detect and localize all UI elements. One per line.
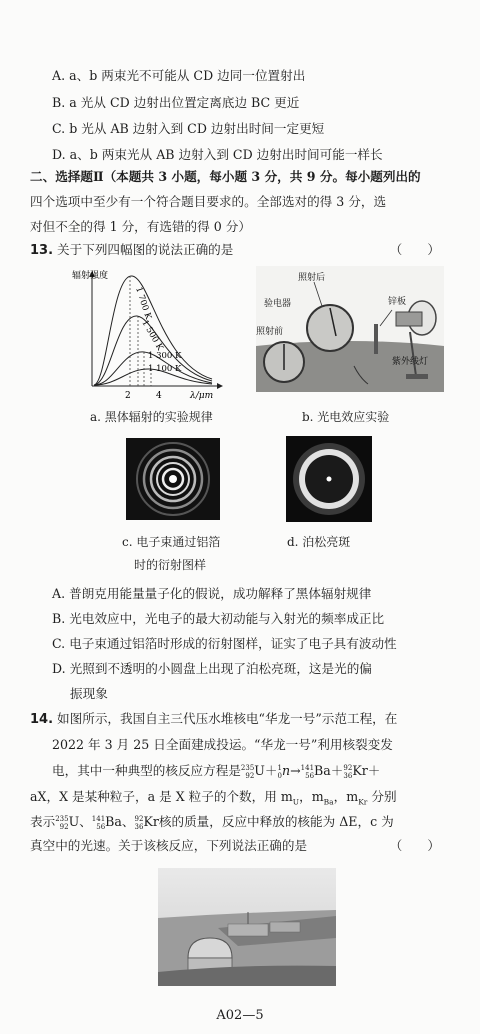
fig-c-caption-line1: c. 电子束通过铝箔 [122, 535, 221, 549]
label-uv-lamp: 紫外线灯 [392, 357, 429, 367]
fig-d-caption: d. 泊松亮斑 [287, 535, 351, 549]
q14-line1-text: 如图所示，我国自主三代压水堆核电“华龙一号”示范工程，在 [57, 711, 398, 726]
x-axis-label: λ/μm [190, 391, 214, 401]
q13-answer-paren: （ ） [389, 242, 440, 257]
ba141-index: 141 56 [300, 763, 315, 780]
photoelectric-photo [256, 266, 444, 392]
section2-line3: 对但不全的得 1 分，有选错的得 0 分） [30, 219, 251, 234]
label-zinc-plate: 锌板 [388, 297, 407, 307]
q13-stem-text: 关于下列四幅图的说法正确的是 [57, 242, 234, 257]
label-electroscope: 验电器 [264, 299, 292, 309]
q13-option-b: B. 光电效应中，光电子的最大初动能与入射光的频率成正比 [52, 611, 385, 626]
zinc-plate [374, 324, 378, 354]
hualong-one-plant-photo [158, 868, 336, 986]
u235-index: 235 92 [240, 763, 255, 780]
q14-line4: aX，X 是某种粒子，a 是 X 粒子的个数，用 $m_U$，$m_{Ba}$，$m_{Kr}$ 分别 [30, 789, 397, 807]
q13-number: 13. [30, 243, 54, 258]
section2-heading: 二、选择题Ⅱ（本题共 3 小题，每小题 3 分，共 9 分。每小题列出的 [30, 169, 421, 184]
q12-option-c: C. b 光从 AB 边射入到 CD 边射出时间一定更短 [52, 121, 325, 136]
neutron-index: 1 0 [277, 763, 282, 780]
q14-line1 [30, 707, 397, 732]
label-after-illumination: 照射后 [298, 273, 326, 283]
q12-option-b: B. a 光从 CD 边射出位置定离底边 BC 更近 [52, 95, 300, 110]
q14-answer-paren: （ ） [389, 838, 440, 853]
q14-line5: 表示235 92U、141 56Ba、92 36Kr核的质量，反应中释放的核能为 ΔE，c 为 [30, 814, 394, 831]
page-number: A02—5 [216, 1008, 264, 1023]
curve-label-1700k: 1 700 K [133, 285, 153, 321]
poisson-spot-image [286, 436, 372, 522]
kr92-index: 92 36 [343, 763, 353, 780]
q13-option-d: D. 光照到不透明的小圆盘上出现了泊松亮斑，这是光的偏 [52, 661, 372, 676]
q12-option-d: D. a、b 两束光从 AB 边射入到 CD 边射出时间可能一样长 [52, 147, 383, 162]
q12-option-a: A. a、b 两束光不可能从 CD 边同一位置射出 [52, 68, 306, 83]
q13-stem [30, 238, 233, 263]
blackbody-graph [72, 264, 232, 404]
x-tick-2: 2 [125, 391, 131, 401]
fig-a-caption: a. 黑体辐射的实验规律 [90, 410, 213, 424]
electroscope-after [307, 305, 353, 351]
y-axis-label: 辐射强度 [72, 271, 109, 281]
section2-line2: 四个选项中至少有一个符合题目要求的。全部选对的得 3 分，选 [30, 194, 387, 209]
q13-option-a: A. 普朗克用能量量子化的假说，成功解释了黑体辐射规律 [52, 586, 372, 601]
curve-label-1100k: 1 100 K [148, 364, 182, 374]
curve-label-1300k: 1 300 K [148, 351, 182, 361]
fig-b-caption: b. 光电效应实验 [302, 410, 390, 424]
q13-option-c: C. 电子束通过铝箔时形成的衍射图样，证实了电子具有波动性 [52, 636, 397, 651]
q14-line2: 2022 年 3 月 25 日全面建成投运。“华龙一号”利用核裂变发 [52, 737, 393, 752]
q14-number: 14. [30, 712, 54, 727]
curve-label-1500k: 1 500 K [139, 318, 165, 353]
fig-c-caption-line2: 时的衍射图样 [134, 558, 207, 572]
q13-option-d-cont: 振现象 [70, 686, 108, 701]
q14-line3-text: 电，其中一种典型的核反应方程是 [52, 763, 241, 778]
electron-diffraction-image [126, 438, 220, 520]
x-tick-4: 4 [156, 391, 162, 401]
q14-line6: 真空中的光速。关于该核反应，下列说法正确的是 [30, 838, 308, 853]
label-before-illumination: 照射前 [256, 327, 284, 337]
q14-line3: 电，其中一种典型的核反应方程是235 92U＋1 0n→141 56Ba＋92 36Kr＋ [52, 763, 381, 780]
